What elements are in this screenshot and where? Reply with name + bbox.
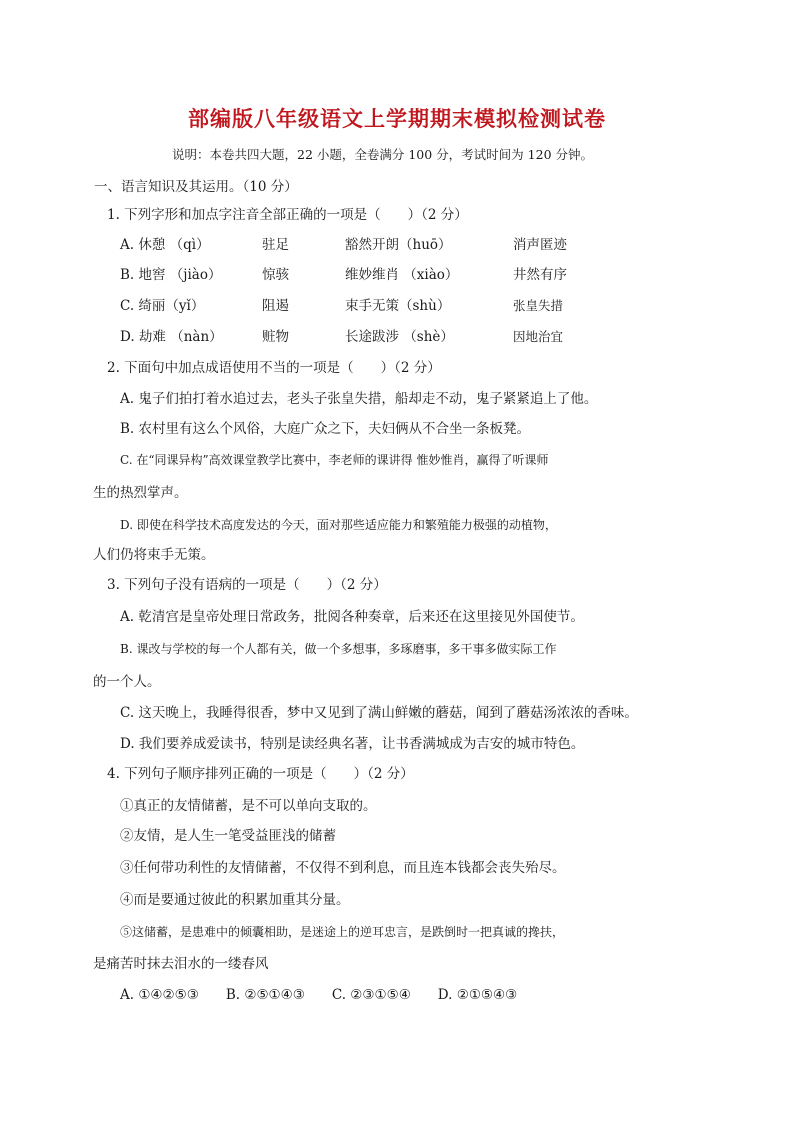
q3-option-a: A. 乾清宫是皇帝处理日常政务，批阅各种奏章，后来还在这里接见外国使节。 <box>120 609 584 625</box>
q1-c-word1: C. 绮丽（yǐ） <box>120 298 205 314</box>
q1-d-word2: 赃物 <box>262 329 289 345</box>
q1-a-word2: 驻足 <box>262 237 289 253</box>
q3-option-b-line2: 的一个人。 <box>93 674 161 690</box>
q2-option-a: A. 鬼子们拍打着水追过去，老头子张皇失措，船却走不动，鬼子紧紧追上了他。 <box>120 391 598 407</box>
q2-option-b: B. 农村里有这么个风俗，大庭广众之下，夫妇俩从不合坐一条板凳。 <box>120 421 531 437</box>
q1-a-word1: A. 休憩 （qì） <box>120 237 210 253</box>
q4-sentence-5-line2: 是痛苦时抹去泪水的一缕春风 <box>93 956 269 972</box>
q4-sentence-4: ④而是要通过彼此的积累加重其分量。 <box>120 892 350 908</box>
q1-c-word3: 束手无策（shù） <box>345 298 451 314</box>
q1-d-word1: D. 劫难 （nàn） <box>120 329 223 345</box>
q1-a-word4: 消声匿迹 <box>513 237 567 253</box>
section-heading: 一、语言知识及其运用。（10 分） <box>94 179 298 195</box>
q4-sentence-1: ①真正的友情储蓄，是不可以单向支取的。 <box>120 798 377 814</box>
q1-d-word4: 因地治宜 <box>513 329 564 344</box>
q2-option-d-line2: 人们仍将束手无策。 <box>93 547 215 563</box>
instructions: 说明：本卷共四大题，22 小题，全卷满分 100 分，考试时间为 120 分钟。 <box>172 147 593 162</box>
q3-option-d: D. 我们要养成爱读书，特别是读经典名著，让书香满城成为吉安的城市特色。 <box>120 736 585 752</box>
q1-a-word3: 豁然开朗（huō） <box>345 237 452 253</box>
q2-option-d-line1: D. 即使在科学技术高度发达的今天，面对那些适应能力和繁殖能力极强的动植物， <box>120 518 557 532</box>
question-4-stem: 4. 下列句子顺序排列正确的一项是（ ）（2 分） <box>107 766 414 782</box>
q1-d-word3: 长途跋涉 （shè） <box>345 329 454 345</box>
question-3-stem: 3. 下列句子没有语病的一项是（ ）（2 分） <box>107 577 387 593</box>
q4-answer-options: A. ①④②⑤③ B. ②⑤①④③ C. ②③①⑤④ D. ②①⑤④③ <box>120 987 518 1003</box>
q2-option-c-line2: 生的热烈掌声。 <box>93 485 188 501</box>
q1-b-word2: 惊骇 <box>262 267 289 283</box>
q4-sentence-2: ②友情，是人生一笔受益匪浅的储蓄 <box>120 828 336 844</box>
question-1-stem: 1. 下列字形和加点字注音全部正确的一项是（ ）（2 分） <box>107 207 468 223</box>
q3-option-b-line1: B. 课改与学校的每一个人都有关，做一个多想事，多琢磨事，多干事多做实际工作 <box>120 642 557 656</box>
q1-b-word3: 维妙维肖 （xiào） <box>345 267 459 283</box>
q2-option-c-line1: C. 在“同课异构”高效课堂教学比赛中，李老师的课讲得 惟妙惟肖，赢得了听课师 <box>120 453 549 467</box>
q4-sentence-3: ③任何带功利性的友情储蓄，不仅得不到利息，而且连本钱都会丧失殆尽。 <box>120 860 566 876</box>
page-title: 部编版八年级语文上学期期末模拟检测试卷 <box>188 107 606 131</box>
q4-sentence-5-line1: ⑤这储蓄，是患难中的倾囊相助，是迷途上的逆耳忠言，是跌倒时一把真诚的搀扶， <box>120 925 565 939</box>
q1-b-word4: 井然有序 <box>513 267 567 283</box>
q1-c-word4: 张皇失措 <box>513 298 564 313</box>
q3-option-c: C. 这天晚上，我睡得很香，梦中又见到了满山鲜嫩的蘑菇，闻到了蘑菇汤浓浓的香味。 <box>120 705 638 721</box>
q1-b-word1: B. 地窖 （jiào） <box>120 267 222 283</box>
q1-c-word2: 阻遏 <box>262 298 289 314</box>
question-2-stem: 2. 下面句中加点成语使用不当的一项是（ ）（2 分） <box>107 360 441 376</box>
